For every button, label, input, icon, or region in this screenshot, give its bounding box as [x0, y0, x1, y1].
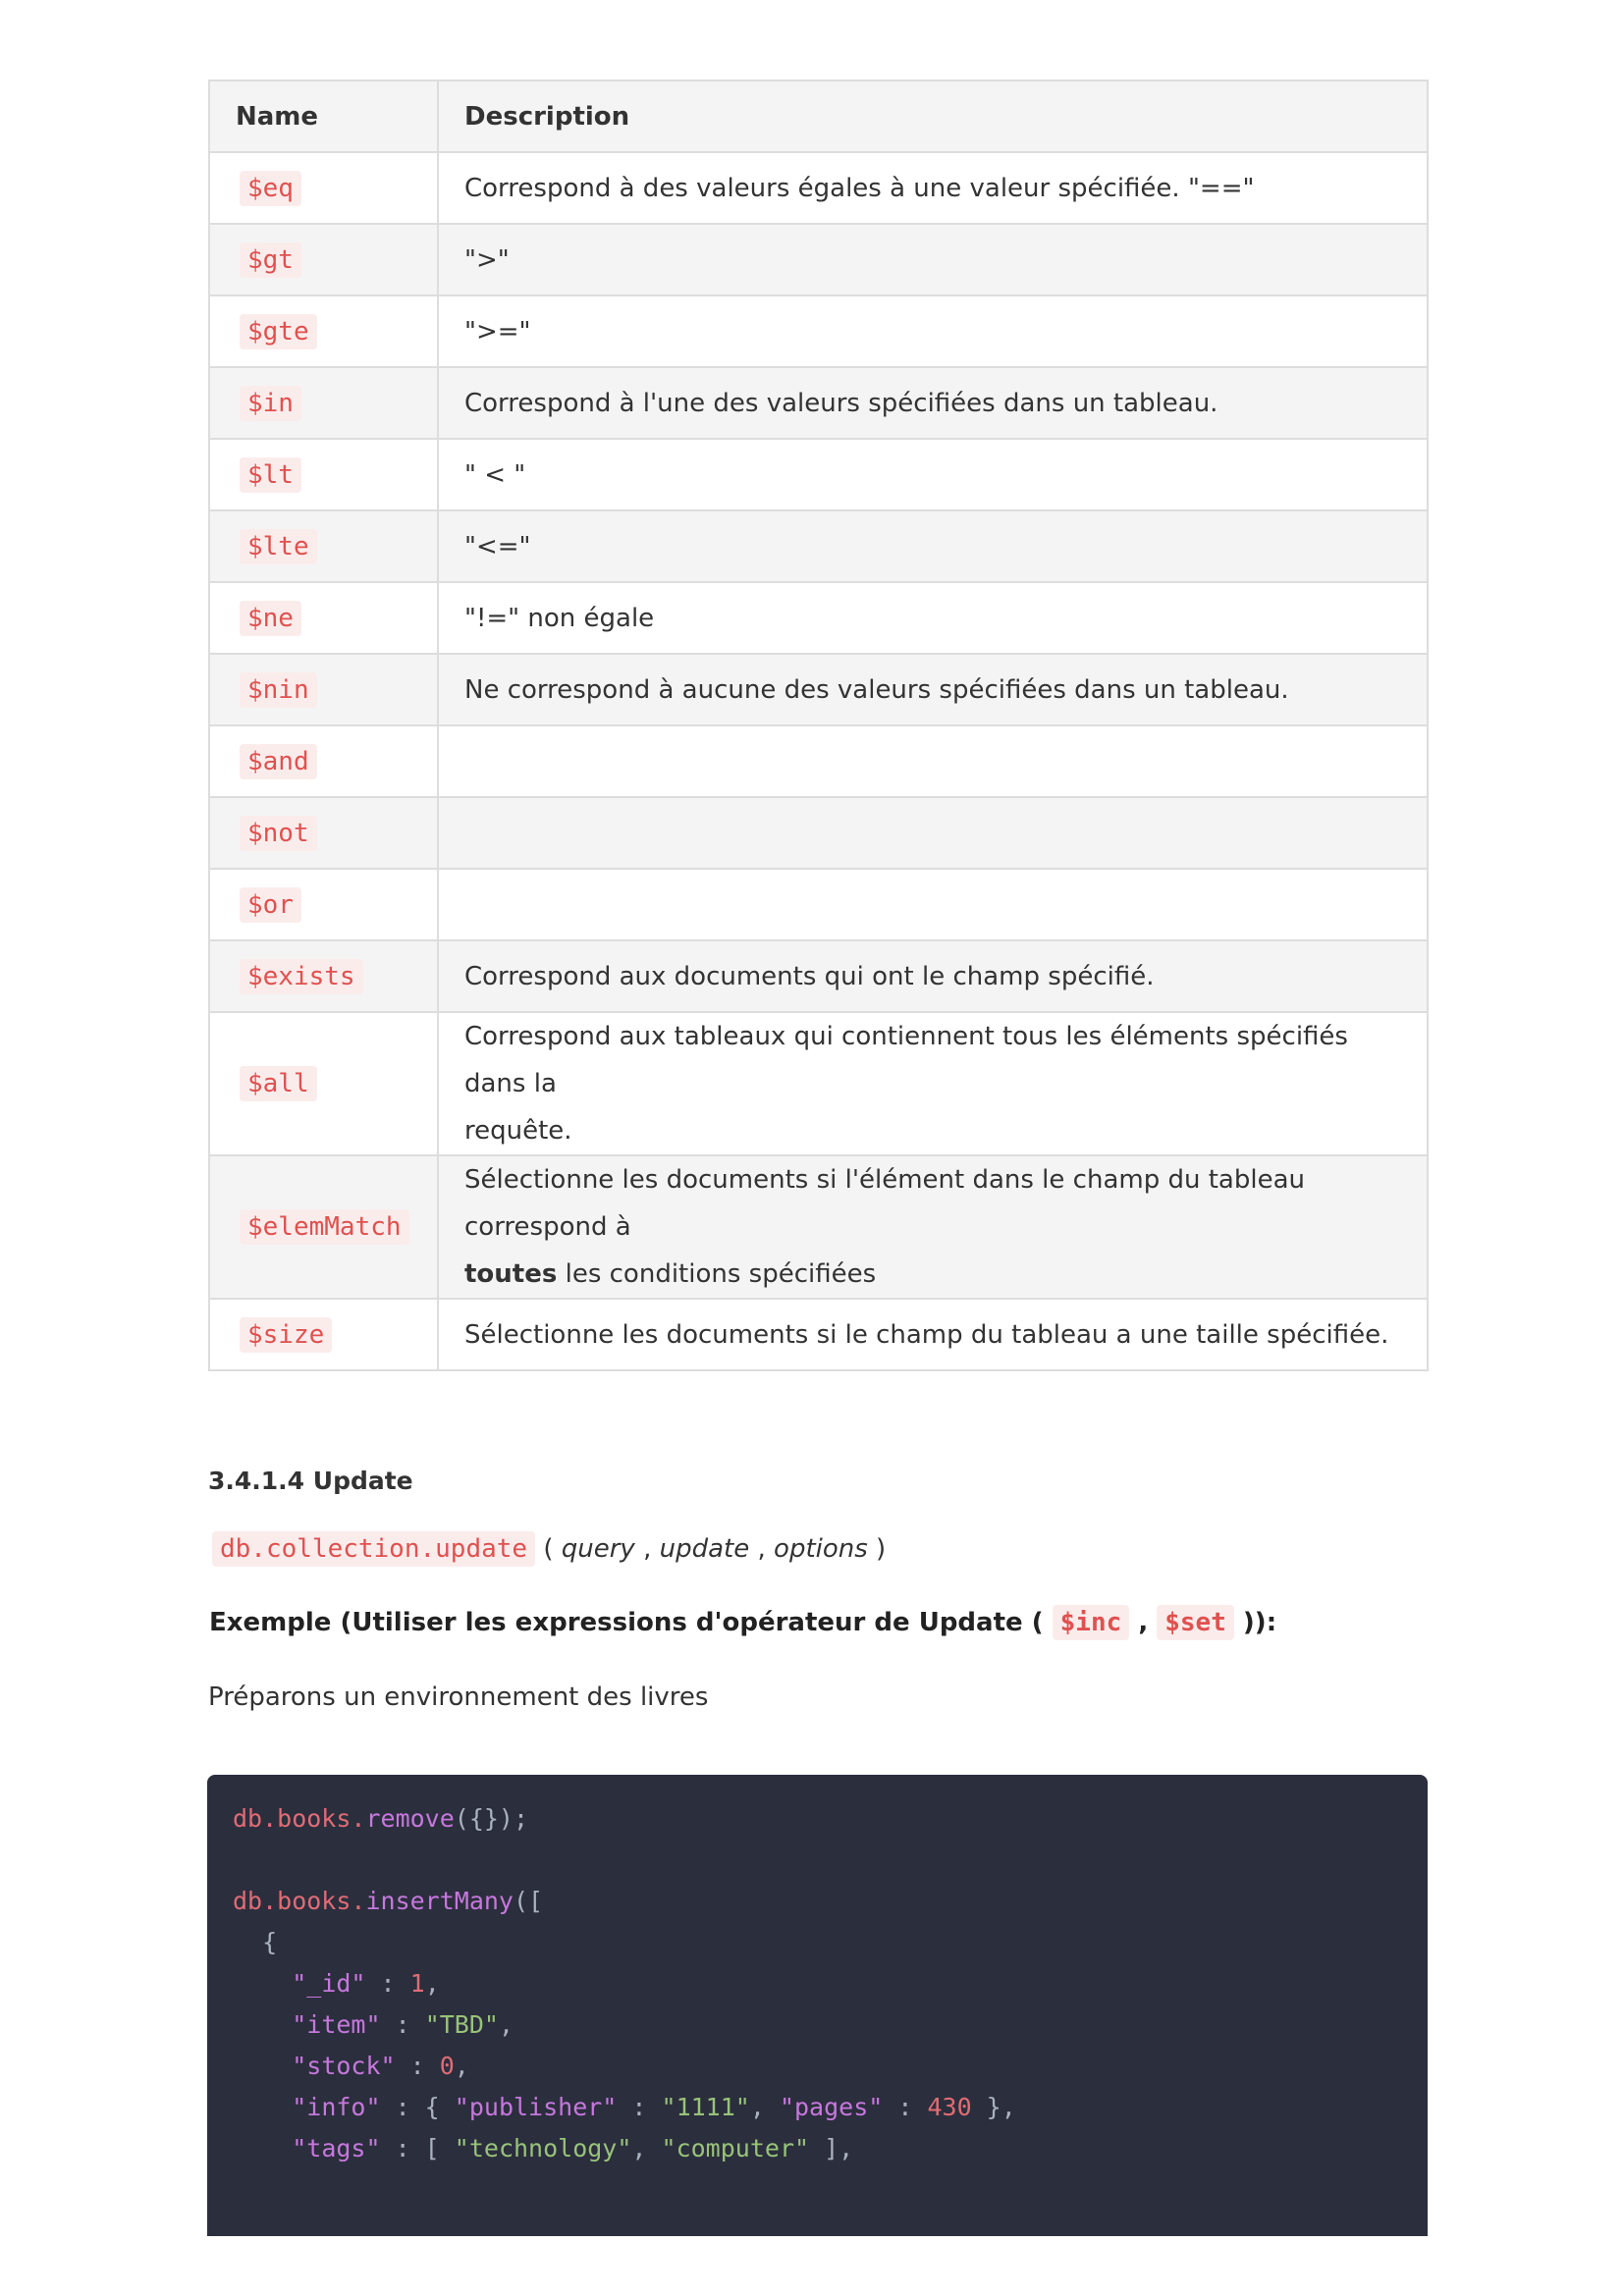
- operator-nin: $nin: [240, 672, 317, 708]
- operator-description: [438, 869, 1428, 940]
- table-row: [209, 869, 1428, 940]
- operator-description: "<=": [438, 510, 1428, 582]
- operator-description: Ne correspond à aucune des valeurs spécifiées dans un tableau.: [438, 654, 1428, 725]
- operator-description: Correspond aux documents qui ont le champ spécifié.: [438, 940, 1428, 1012]
- example-heading: Exemple (Utiliser les expressions d'opérateur de Update ( $inc , $set )):: [209, 1608, 1276, 1637]
- table-row: [209, 1155, 1428, 1299]
- table-row: [209, 439, 1428, 510]
- operator-all: $all: [240, 1066, 317, 1101]
- param-update: update: [659, 1534, 750, 1564]
- table-row: [209, 1012, 1428, 1155]
- table-row: [209, 295, 1428, 367]
- operator-lte: $lte: [240, 529, 317, 564]
- operator-description: ">=": [438, 295, 1428, 367]
- table-row: [209, 152, 1428, 224]
- code-text: db.books.remove({}); db.books.insertMany([ { "_id" : 1, "item" : "TBD", "stock" : 0, "info" : { "publisher" : "1111", "pages" : 430 }, "tags" : [ "technology", "computer" ],: [233, 1804, 1016, 2163]
- table-row: [209, 582, 1428, 654]
- operator-description: ">": [438, 224, 1428, 295]
- operators-table: [208, 80, 1429, 1371]
- update-syntax: db.collection.update ( query , update , options ): [212, 1534, 886, 1564]
- operator-description: " < ": [438, 439, 1428, 510]
- operator-description: Sélectionne les documents si l'élément dans le champ du tableau correspond à toutes les conditions spécifiées: [438, 1155, 1428, 1299]
- update-method: db.collection.update: [212, 1531, 535, 1567]
- operator-description: Sélectionne les documents si le champ du tableau a une taille spécifiée.: [438, 1299, 1428, 1370]
- page-content: [208, 80, 1427, 1371]
- operator-description: [438, 725, 1428, 797]
- table-row: [209, 940, 1428, 1012]
- operator-not: $not: [240, 816, 317, 851]
- operator-size: $size: [240, 1317, 332, 1353]
- section-heading: 3.4.1.4 Update: [208, 1467, 413, 1495]
- operator-or: $or: [240, 887, 301, 923]
- table-header-row: [209, 80, 1428, 152]
- table-row: [209, 1299, 1428, 1370]
- table-row: [209, 725, 1428, 797]
- intro-paragraph: Préparons un environnement des livres: [208, 1682, 709, 1712]
- operator-set: $set: [1157, 1605, 1234, 1640]
- operator-eq: $eq: [240, 171, 301, 206]
- operator-inc: $inc: [1053, 1605, 1130, 1640]
- operator-exists: $exists: [240, 959, 363, 994]
- operator-ne: $ne: [240, 601, 301, 636]
- header-name: Name: [209, 80, 438, 152]
- param-query: query: [561, 1534, 635, 1564]
- operator-elemmatch: $elemMatch: [240, 1209, 409, 1245]
- table-row: [209, 367, 1428, 439]
- operator-gte: $gte: [240, 314, 317, 349]
- param-options: options: [774, 1534, 868, 1564]
- operator-lt: $lt: [240, 457, 301, 493]
- operator-description: Correspond aux tableaux qui contiennent tous les éléments spécifiés dans la requête.: [438, 1012, 1428, 1155]
- operator-gt: $gt: [240, 242, 301, 278]
- header-description: Description: [438, 80, 1428, 152]
- operator-description: "!=" non égale: [438, 582, 1428, 654]
- operator-in: $in: [240, 386, 301, 421]
- table-row: [209, 224, 1428, 295]
- operator-and: $and: [240, 744, 317, 779]
- code-block: [207, 1775, 1428, 2236]
- operator-description: Correspond à des valeurs égales à une valeur spécifiée. "==": [438, 152, 1428, 224]
- operator-description: Correspond à l'une des valeurs spécifiées dans un tableau.: [438, 367, 1428, 439]
- table-row: [209, 510, 1428, 582]
- table-row: [209, 654, 1428, 725]
- operator-description: [438, 797, 1428, 869]
- table-row: [209, 797, 1428, 869]
